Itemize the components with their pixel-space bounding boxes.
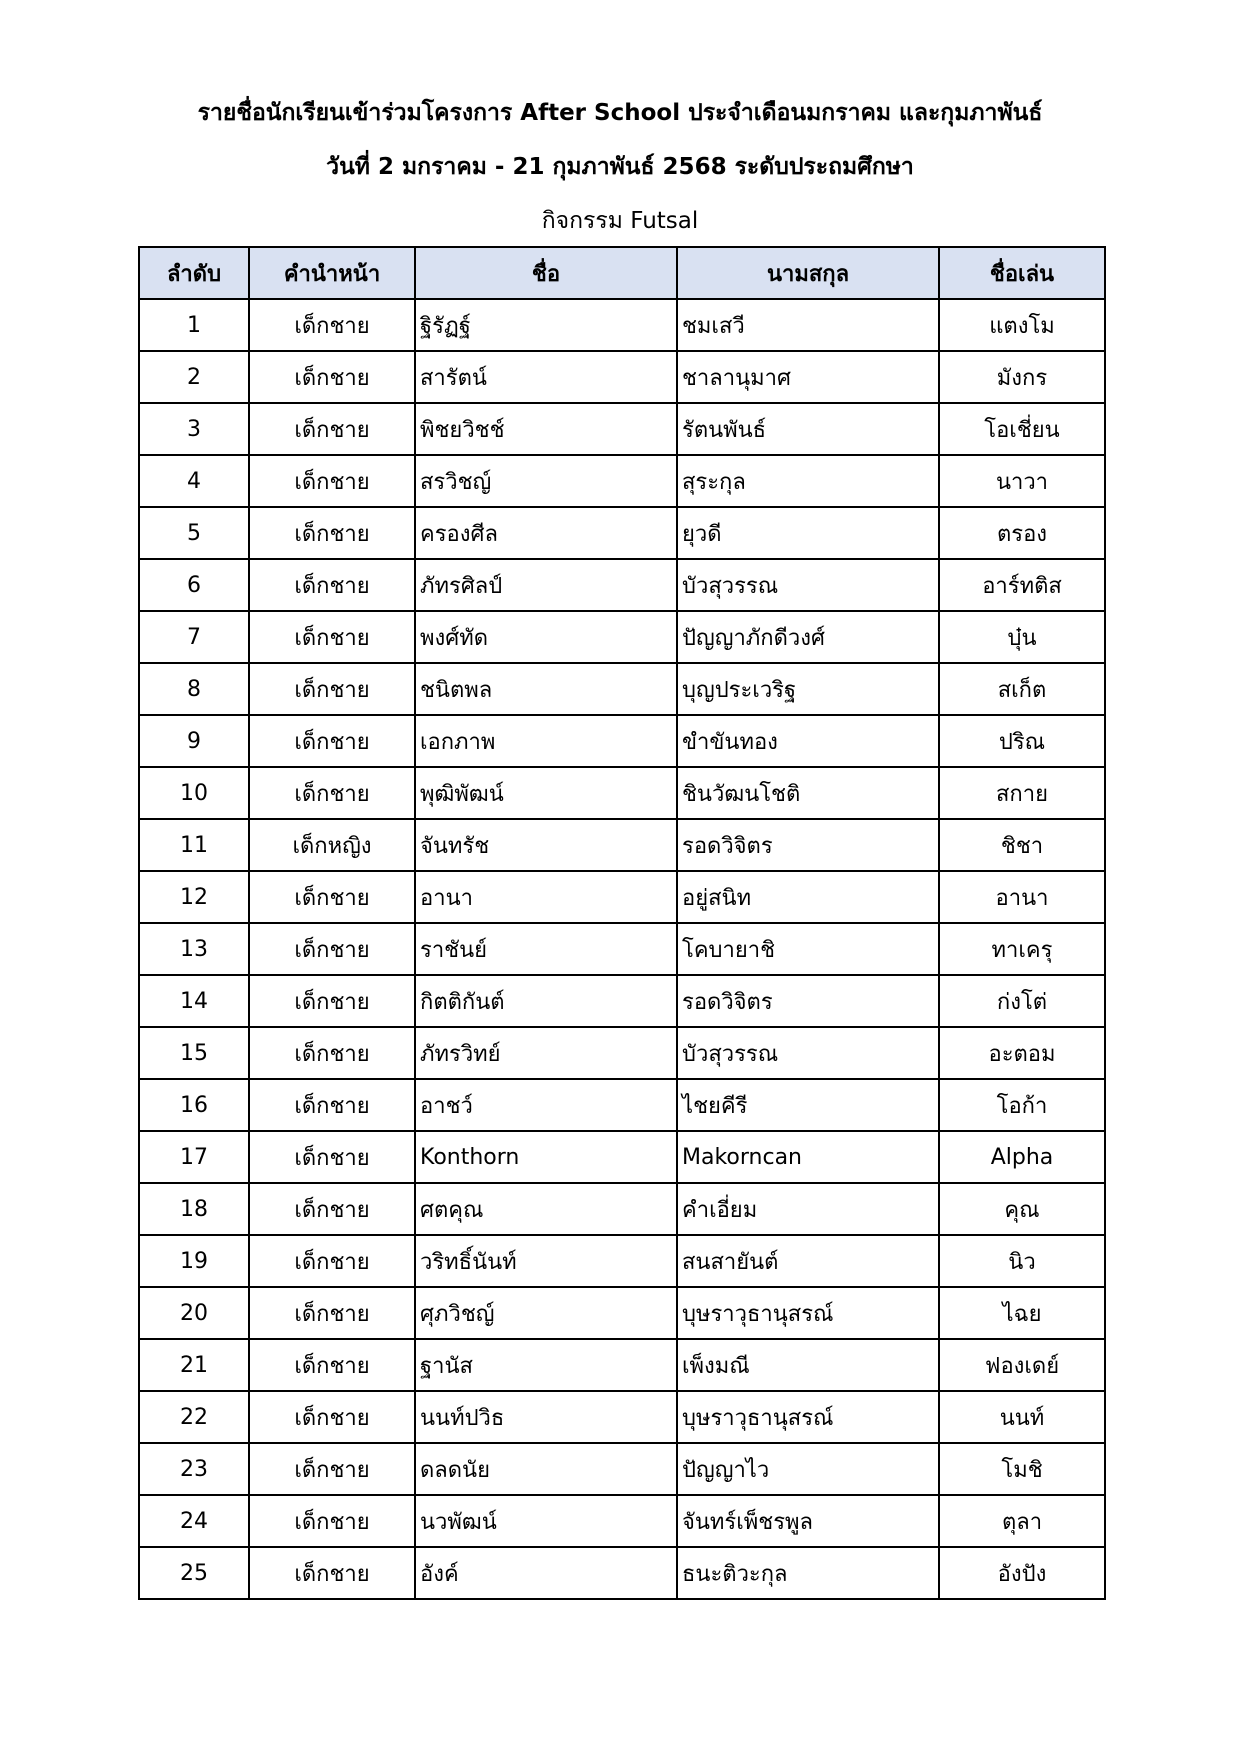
cell-first-name: พงศ์ทัด — [415, 611, 677, 663]
cell-order: 24 — [139, 1495, 249, 1547]
cell-nickname: นิว — [939, 1235, 1105, 1287]
table-row — [139, 819, 1105, 871]
cell-order: 11 — [139, 819, 249, 871]
document-date-range: วันที่ 2 มกราคม - 21 กุมภาพันธ์ 2568 ระดับประถมศึกษา — [326, 154, 914, 180]
table-row — [139, 1183, 1105, 1235]
table-row — [139, 871, 1105, 923]
cell-first-name: นวพัฒน์ — [415, 1495, 677, 1547]
cell-first-name: ศตคุณ — [415, 1183, 677, 1235]
cell-first-name: ดลดนัย — [415, 1443, 677, 1495]
cell-order: 20 — [139, 1287, 249, 1339]
table-row — [139, 455, 1105, 507]
column-header-order: ลำดับ — [139, 247, 249, 299]
table-row — [139, 923, 1105, 975]
cell-first-name: เอกภาพ — [415, 715, 677, 767]
table-body — [139, 299, 1105, 1599]
cell-order: 10 — [139, 767, 249, 819]
table-row — [139, 1131, 1105, 1183]
table-row — [139, 1027, 1105, 1079]
cell-nickname: สกาย — [939, 767, 1105, 819]
cell-order: 19 — [139, 1235, 249, 1287]
activity-title: กิจกรรม Futsal — [541, 208, 699, 234]
cell-last-name: บัวสุวรรณ — [677, 559, 939, 611]
cell-nickname: อาร์ทติส — [939, 559, 1105, 611]
cell-prefix: เด็กชาย — [249, 1079, 415, 1131]
cell-last-name: ไชยคีรี — [677, 1079, 939, 1131]
cell-prefix: เด็กชาย — [249, 975, 415, 1027]
cell-nickname: นนท์ — [939, 1391, 1105, 1443]
cell-nickname: อังปัง — [939, 1547, 1105, 1599]
cell-nickname: อะตอม — [939, 1027, 1105, 1079]
cell-first-name: อานา — [415, 871, 677, 923]
cell-prefix: เด็กชาย — [249, 1495, 415, 1547]
cell-last-name: รัตนพันธ์ — [677, 403, 939, 455]
table-header-row — [139, 247, 1105, 299]
cell-prefix: เด็กชาย — [249, 715, 415, 767]
cell-order: 8 — [139, 663, 249, 715]
cell-last-name: ปัญญาไว — [677, 1443, 939, 1495]
column-header-prefix: คำนำหน้า — [249, 247, 415, 299]
cell-first-name: กิตติกันต์ — [415, 975, 677, 1027]
cell-prefix: เด็กชาย — [249, 1391, 415, 1443]
cell-first-name: สารัตน์ — [415, 351, 677, 403]
cell-last-name: รอดวิจิตร — [677, 975, 939, 1027]
cell-last-name: ชินวัฒนโชติ — [677, 767, 939, 819]
table-row — [139, 1339, 1105, 1391]
cell-last-name: จันทร์เพ็ชรพูล — [677, 1495, 939, 1547]
cell-order: 18 — [139, 1183, 249, 1235]
cell-nickname: นาวา — [939, 455, 1105, 507]
cell-first-name: ครองศีล — [415, 507, 677, 559]
cell-first-name: ภัทรศิลป์ — [415, 559, 677, 611]
cell-order: 16 — [139, 1079, 249, 1131]
cell-first-name: สรวิชญ์ — [415, 455, 677, 507]
cell-order: 25 — [139, 1547, 249, 1599]
column-header-first-name: ชื่อ — [415, 247, 677, 299]
table-row — [139, 1495, 1105, 1547]
cell-order: 15 — [139, 1027, 249, 1079]
cell-last-name: บุษราวุธานุสรณ์ — [677, 1391, 939, 1443]
cell-nickname: สเก็ต — [939, 663, 1105, 715]
cell-last-name: คำเอี่ยม — [677, 1183, 939, 1235]
cell-prefix: เด็กชาย — [249, 1443, 415, 1495]
cell-prefix: เด็กชาย — [249, 299, 415, 351]
cell-last-name: ชาลานุมาศ — [677, 351, 939, 403]
cell-first-name: นนท์ปวิธ — [415, 1391, 677, 1443]
cell-prefix: เด็กชาย — [249, 1027, 415, 1079]
cell-order: 6 — [139, 559, 249, 611]
column-header-nickname: ชื่อเล่น — [939, 247, 1105, 299]
cell-nickname: โมชิ — [939, 1443, 1105, 1495]
cell-prefix: เด็กชาย — [249, 507, 415, 559]
cell-order: 17 — [139, 1131, 249, 1183]
cell-prefix: เด็กชาย — [249, 1235, 415, 1287]
cell-nickname: ชิชา — [939, 819, 1105, 871]
cell-order: 3 — [139, 403, 249, 455]
table-row — [139, 299, 1105, 351]
cell-order: 12 — [139, 871, 249, 923]
cell-nickname: ไฉย — [939, 1287, 1105, 1339]
cell-first-name: ชนิตพล — [415, 663, 677, 715]
cell-last-name: ปัญญาภักดีวงศ์ — [677, 611, 939, 663]
cell-nickname: Alpha — [939, 1131, 1105, 1183]
table-row — [139, 663, 1105, 715]
cell-first-name: ฐิรัฏฐ์ — [415, 299, 677, 351]
cell-prefix: เด็กหญิง — [249, 819, 415, 871]
cell-first-name: อาชว์ — [415, 1079, 677, 1131]
cell-order: 21 — [139, 1339, 249, 1391]
table-row — [139, 611, 1105, 663]
cell-prefix: เด็กชาย — [249, 351, 415, 403]
cell-nickname: ตุลา — [939, 1495, 1105, 1547]
cell-last-name: ชมเสวี — [677, 299, 939, 351]
table-row — [139, 975, 1105, 1027]
cell-nickname: บุ๋น — [939, 611, 1105, 663]
cell-prefix: เด็กชาย — [249, 1131, 415, 1183]
cell-order: 5 — [139, 507, 249, 559]
cell-last-name: ธนะติวะกุล — [677, 1547, 939, 1599]
cell-nickname: ฟองเดย์ — [939, 1339, 1105, 1391]
table-row — [139, 767, 1105, 819]
table-row — [139, 1547, 1105, 1599]
table-row — [139, 1443, 1105, 1495]
cell-last-name: เพ็งมณี — [677, 1339, 939, 1391]
cell-last-name: ยุวดี — [677, 507, 939, 559]
document-title: รายชื่อนักเรียนเข้าร่วมโครงการ After School ประจำเดือนมกราคม และกุมภาพันธ์ — [197, 100, 1043, 126]
cell-prefix: เด็กชาย — [249, 403, 415, 455]
table-row — [139, 1391, 1105, 1443]
cell-order: 14 — [139, 975, 249, 1027]
cell-order: 22 — [139, 1391, 249, 1443]
cell-last-name: บุษราวุธานุสรณ์ — [677, 1287, 939, 1339]
cell-prefix: เด็กชาย — [249, 767, 415, 819]
cell-order: 23 — [139, 1443, 249, 1495]
cell-last-name: รอดวิจิตร — [677, 819, 939, 871]
cell-prefix: เด็กชาย — [249, 1287, 415, 1339]
cell-first-name: ภัทรวิทย์ — [415, 1027, 677, 1079]
cell-order: 1 — [139, 299, 249, 351]
cell-nickname: มังกร — [939, 351, 1105, 403]
cell-first-name: ฐานัส — [415, 1339, 677, 1391]
cell-nickname: ตรอง — [939, 507, 1105, 559]
cell-last-name: สุระกุล — [677, 455, 939, 507]
table-row — [139, 507, 1105, 559]
cell-last-name: ขำขันทอง — [677, 715, 939, 767]
cell-first-name: ราชันย์ — [415, 923, 677, 975]
cell-nickname: ก่งโต่ — [939, 975, 1105, 1027]
cell-nickname: ทาเครุ — [939, 923, 1105, 975]
cell-nickname: โอก้า — [939, 1079, 1105, 1131]
cell-nickname: โอเชี่ยน — [939, 403, 1105, 455]
cell-first-name: จันทรัช — [415, 819, 677, 871]
cell-prefix: เด็กชาย — [249, 923, 415, 975]
cell-last-name: บัวสุวรรณ — [677, 1027, 939, 1079]
cell-order: 4 — [139, 455, 249, 507]
table-row — [139, 351, 1105, 403]
cell-prefix: เด็กชาย — [249, 871, 415, 923]
table-row — [139, 1287, 1105, 1339]
cell-first-name: Konthorn — [415, 1131, 677, 1183]
cell-nickname: ปริณ — [939, 715, 1105, 767]
cell-order: 13 — [139, 923, 249, 975]
cell-nickname: คุณ — [939, 1183, 1105, 1235]
table-row — [139, 1079, 1105, 1131]
cell-first-name: พุฒิพัฒน์ — [415, 767, 677, 819]
cell-prefix: เด็กชาย — [249, 1339, 415, 1391]
cell-last-name: บุญประเวริฐ — [677, 663, 939, 715]
cell-prefix: เด็กชาย — [249, 1183, 415, 1235]
cell-first-name: ศุภวิชญ์ — [415, 1287, 677, 1339]
cell-prefix: เด็กชาย — [249, 1547, 415, 1599]
table-row — [139, 715, 1105, 767]
cell-order: 2 — [139, 351, 249, 403]
table-row — [139, 1235, 1105, 1287]
table-row — [139, 559, 1105, 611]
cell-first-name: อังค์ — [415, 1547, 677, 1599]
cell-prefix: เด็กชาย — [249, 455, 415, 507]
cell-prefix: เด็กชาย — [249, 663, 415, 715]
cell-prefix: เด็กชาย — [249, 559, 415, 611]
cell-order: 7 — [139, 611, 249, 663]
cell-order: 9 — [139, 715, 249, 767]
cell-first-name: พิชยวิชช์ — [415, 403, 677, 455]
column-header-last-name: นามสกุล — [677, 247, 939, 299]
cell-last-name: โคบายาชิ — [677, 923, 939, 975]
cell-last-name: อยู่สนิท — [677, 871, 939, 923]
cell-first-name: วริทธิ์นันท์ — [415, 1235, 677, 1287]
table-row — [139, 403, 1105, 455]
cell-nickname: อานา — [939, 871, 1105, 923]
cell-last-name: สนสายันต์ — [677, 1235, 939, 1287]
cell-nickname: แตงโม — [939, 299, 1105, 351]
cell-prefix: เด็กชาย — [249, 611, 415, 663]
cell-last-name: Makorncan — [677, 1131, 939, 1183]
student-roster-table — [138, 246, 1106, 1600]
